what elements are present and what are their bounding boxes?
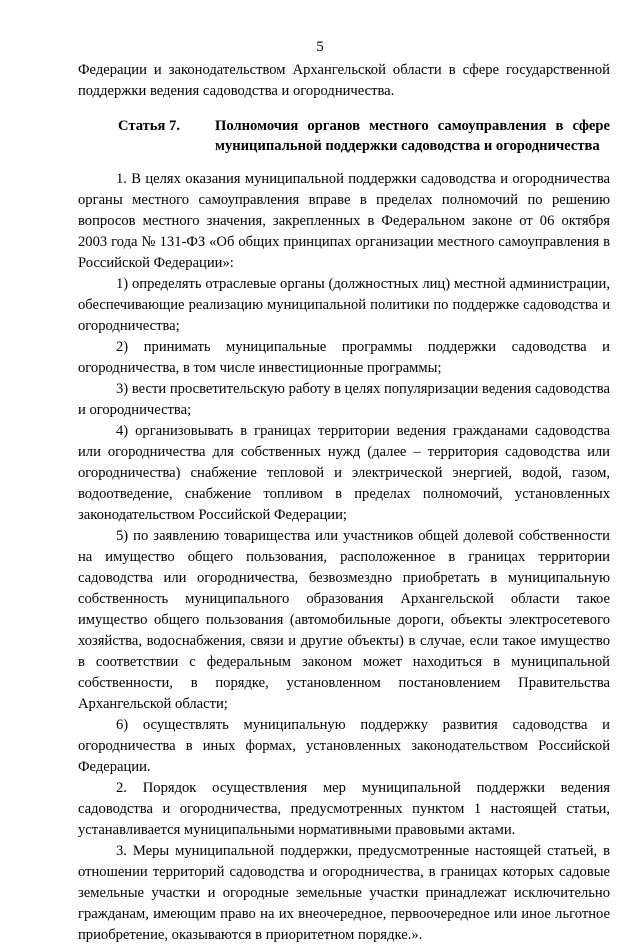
subitem-1: 1) определять отраслевые органы (должностных лиц) местной администрации, обеспечивающие реализацию муниципальной политики по поддержке садоводства и огородничества; xyxy=(78,276,610,334)
article-number: Статья 7. xyxy=(118,118,180,134)
article-title: Полномочия органов местного самоуправления в сфере муниципальной поддержки садоводства и огородничества xyxy=(215,118,610,154)
intro-paragraph: Федерации и законодательством Архангельской области в сфере государственной поддержки ведения садоводства и огородничества. xyxy=(78,62,610,99)
page-number: 5 xyxy=(316,39,324,55)
subitem-3: 3) вести просветительскую работу в целях популяризации ведения садоводства и огородничества; xyxy=(78,381,610,418)
document-body xyxy=(78,60,610,946)
paragraph-2: 2. Порядок осуществления мер муниципальной поддержки ведения садоводства и огородничества, предусмотренных пунктом 1 настоящей статьи, устанавливается муниципальными нормативными правовыми актами. xyxy=(78,780,610,838)
paragraph-1: 1. В целях оказания муниципальной поддержки садоводства и огородничества органы местного самоуправления вправе в пределах полномочий по решению вопросов местного значения, закрепленных в Федеральном законе от 06 октября 2003 года № 131-ФЗ «Об общих принципах организации местного самоуправления в Российской Федерации»: xyxy=(78,171,610,271)
article-heading xyxy=(78,116,610,156)
subitem-6: 6) осуществлять муниципальную поддержку развития садоводства и огородничества в иных формах, установленных законодательством Российской Федерации. xyxy=(78,717,610,775)
subitem-2: 2) принимать муниципальные программы поддержки садоводства и огородничества, в том числе инвестиционные программы; xyxy=(78,339,610,376)
subitem-4: 4) организовывать в границах территории ведения гражданами садоводства или огородничества для собственных нужд (далее – территория садоводства или огородничества) снабжение тепловой и электрической энергией, водой, газом, водоотведение, снабжение топливом в пределах полномочий, установленных законодательством Российской Федерации; xyxy=(78,423,610,523)
subitem-5: 5) по заявлению товарищества или участников общей долевой собственности на имущество общего пользования, расположенное в границах территории садоводства или огородничества, безвозмездно приобретать в муниципальную собственность муниципального образования Архангельской области такое имущество общего пользования (автомобильные дороги, объекты электросетевого хозяйства, водоснабжения, связи и другие объекты) в случае, если такое имущество в соответствии с федеральным законом может находиться в муниципальной собственности, в порядке, установленном постановлением Правительства Архангельской области; xyxy=(78,528,610,712)
paragraph-3: 3. Меры муниципальной поддержки, предусмотренные настоящей статьей, в отношении территорий садоводства и огородничества, в границах которых садовые земельные участки и огородные земельные участки принадлежат исключительно гражданам, имеющим право на их внеочередное, первоочередное или иное льготное приобретение, оказываются в приоритетном порядке.». xyxy=(78,843,610,943)
